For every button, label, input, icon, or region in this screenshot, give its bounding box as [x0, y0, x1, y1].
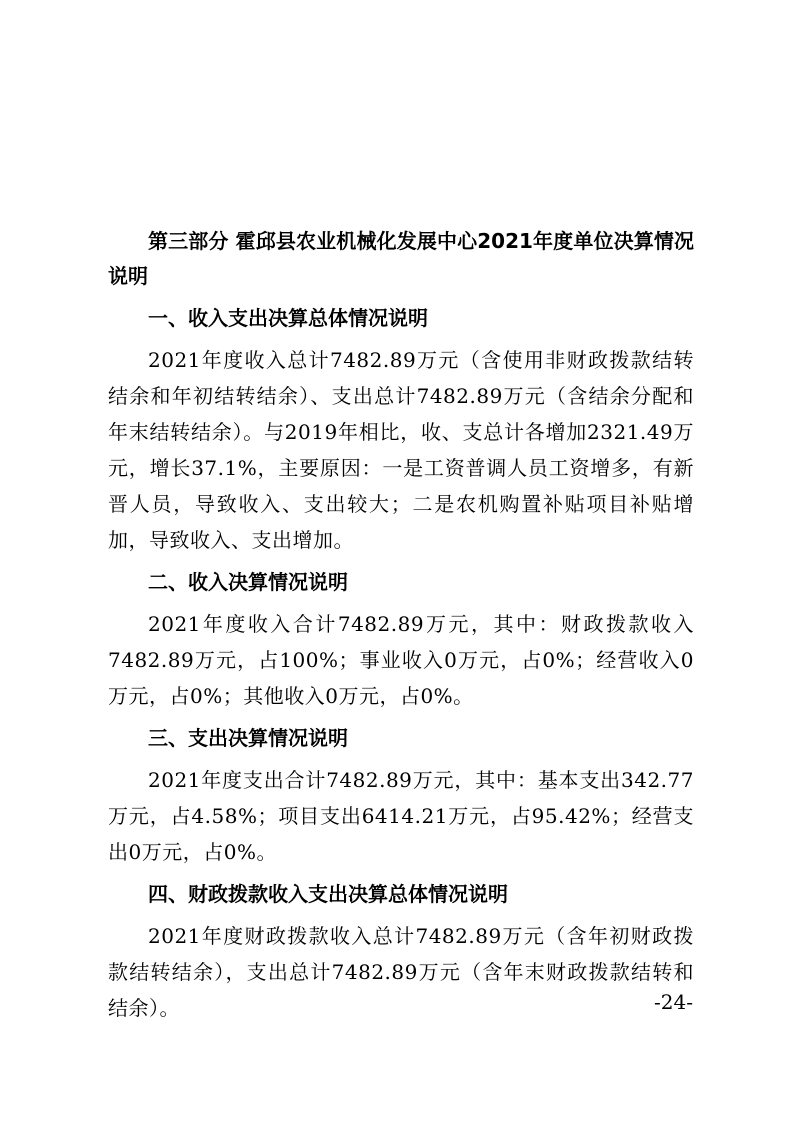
section-body-income-expense-overview: 2021年度收入总计7482.89万元（含使用非财政拨款结转结余和年初结转结余）、支出总计7482.89万元（含结余分配和年末结转结余）。与2019年相比，收、支总计各增加2321.49万元，增长37.1%，主要原因：一是工资普调人员工资增多，有新晋人员，导致收入、支出较大；二是农机购置补贴项目补贴增加，导致收入、支出增加。 — [108, 348, 694, 552]
section-heading-income-expense-overview: 一、收入支出决算总体情况说明 — [148, 306, 428, 330]
section-body-income: 2021年度收入合计7482.89万元，其中：财政拨款收入7482.89万元，占100%；事业收入0万元，占0%；经营收入0万元，占0%；其他收入0万元，占0%。 — [108, 612, 694, 708]
section-body-fiscal-appropriation: 2021年度财政拨款收入总计7482.89万元（含年初财政拨款结转结余），支出总计7482.89万元（含年末财政拨款结转和结余）。 — [108, 924, 694, 1020]
document-title: 第三部分 霍邱县农业机械化发展中心2021年度单位决算情况说明 — [108, 229, 694, 288]
section-heading-fiscal-appropriation: 四、财政拨款收入支出决算总体情况说明 — [148, 882, 508, 906]
section-heading-expense: 三、支出决算情况说明 — [148, 726, 348, 750]
page-number: -24- — [654, 990, 693, 1014]
section-heading-income: 二、收入决算情况说明 — [148, 570, 348, 594]
section-body-expense: 2021年度支出合计7482.89万元，其中：基本支出342.77万元，占4.58%；项目支出6414.21万元，占95.42%；经营支出0万元，占0%。 — [108, 768, 694, 864]
document-content — [108, 224, 694, 1026]
